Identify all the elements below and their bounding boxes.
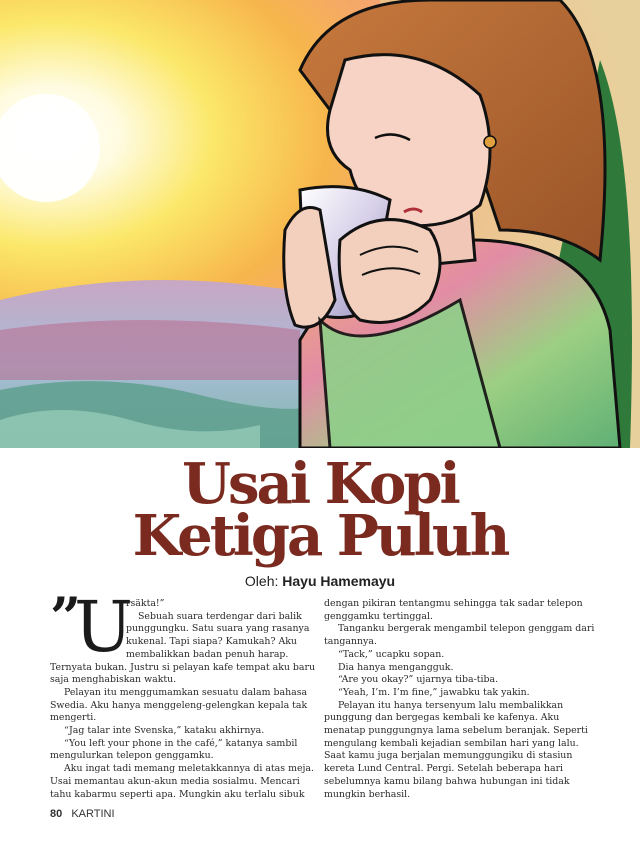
text-line: Dia hanya mengangguk. [338,661,454,673]
article-title-line-2: Ketiga Puluh [132,503,508,569]
text-line: Aku ingat tadi memang meletakkannya di atas meja. [64,763,314,775]
text-line: dengan pikiran tentangmu sehingga tak sadar telepon [324,598,583,609]
text-line: genggamku tertinggal. [324,610,433,622]
text-line: Sebuah suara terdengar dari balik [138,610,302,622]
drop-cap-quote: ” [50,585,82,649]
text-line: kereta Lund Central. Pergi. Setelah beberapa hari [324,763,564,775]
text-line: punggung dan bergegas kembali ke kafenya. Aku [324,712,560,724]
text-line: “Yeah, I’m. I’m fine,” jawabku tak yakin. [338,686,530,698]
article-column-left [50,598,318,801]
text-line: kukenal. Tapi siapa? Kamukah? Aku [126,636,297,648]
text-line: Ternyata bukan. Justru si pelayan kafe tempat aku baru [50,661,316,673]
text-line: saja menghabiskan waktu. [50,674,177,686]
text-line: Pelayan itu menggumamkan sesuatu dalam bahasa [64,686,308,698]
drop-cap-letter: U [74,586,133,668]
text-line: “Are you okay?” ujarnya tiba-tiba. [338,674,499,686]
text-line: punggungku. Satu suara yang rasanya [126,623,310,635]
text-line: mengulang kembali kejadian sembilan hari yang lalu. [324,737,579,749]
text-line: sebelumnya kamu bilang bahwa hubungan ini tidak [324,775,570,787]
text-line: rsäkta!” [126,598,165,609]
text-line: Swedia. Aku hanya menggeleng-gelengkan kepala tak [50,699,308,711]
text-line: mengerti. [50,712,97,724]
text-line: mungkin berhasil. [324,788,411,800]
text-line: membalikkan badan penuh harap. [126,648,289,660]
text-line: “You left your phone in the café,” katanya sambil [64,737,298,749]
byline-author: Hayu Hamemayu [282,573,396,589]
text-line: “Tack,” ucapku sopan. [338,648,445,660]
text-line: tahu kabarmu seperti apa. Mungkin aku terlalu sibuk [50,788,305,800]
article-title-line-1: Usai Kopi [182,451,458,517]
text-line: Pelayan itu hanya tersenyum lalu membalikkan [338,699,564,711]
text-line: Usai memantau akun-akun media sosialmu. Mencari [50,775,300,787]
text-line: mengulurkan telepon genggamku. [50,750,214,762]
text-line: Tanganku bergerak mengambil telepon genggam dari [338,623,595,635]
text-line: menatap punggungnya lama sebelum beranjak. Seperti [324,725,588,737]
text-line: tangannya. [324,636,377,648]
text-line: Saat kamu juga berjalan memunggungiku di stasiun [324,750,573,762]
article-column-right [324,598,595,801]
text-line: “Jag talar inte Svenska,” kataku akhirnya. [64,725,265,737]
page-footer [50,808,115,820]
magazine-name: KARTINI [71,808,115,820]
page-number: 80 [50,808,63,820]
byline-prefix: Oleh: [244,573,279,589]
